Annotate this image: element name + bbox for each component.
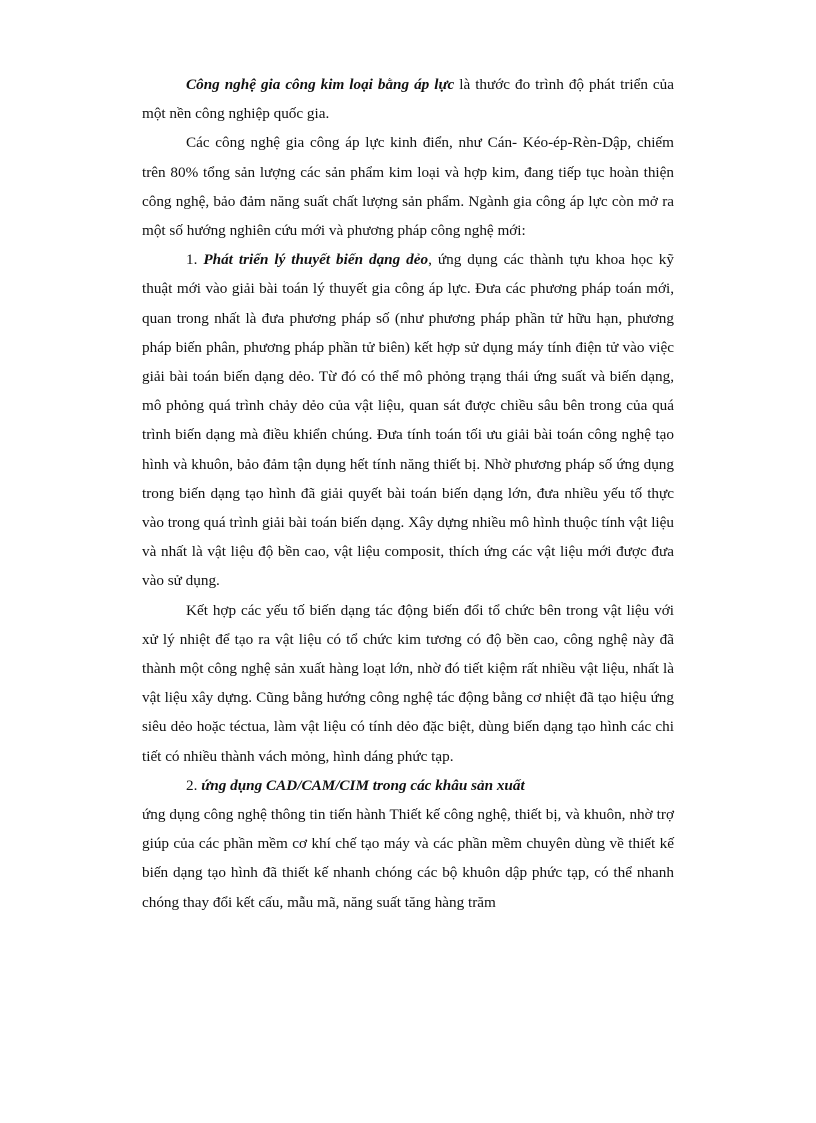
intro-lead-phrase: Công nghệ gia công kim loại bằng áp lực — [186, 76, 455, 93]
item-1-text: , ứng dụng các thành tựu khoa học kỹ thuật mới vào giải bài toán lý thuyết gia công áp lực. Đưa các phương pháp toán mới, quan trong nhất là đưa phương pháp số (như phương pháp phần tử hữu hạn, phương pháp biến phân, phương pháp phần tử biên) kết hợp sử dụng máy tính điện tử vào việc giải bài toán biến dạng dẻo. Từ đó có thể mô phỏng trạng thái ứng suất và biến dạng, mô phỏng quá trình chảy dẻo của vật liệu, quan sát được chiều sâu bên trong của quá trình biến dạng mà điều khiển chúng. Đưa tính toán tối ưu giải bài toán công nghệ tạo hình và khuôn, bảo đảm tận dụng hết tính năng thiết bị. Nhờ phương pháp số ứng dụng trong biến dạng tạo hình đã giải quyết bài toán biến dạng lớn, đưa nhiều yếu tố thực vào trong quá trình giải bài toán biến dạng. Xây dựng nhiều mô hình thuộc tính vật liệu và nhất là vật liệu độ bền cao, vật liệu composit, thích ứng các vật liệu mới được đưa vào sử dụng. — [142, 251, 674, 590]
classic-methods-text: Các công nghệ gia công áp lực kinh điển, như Cán- Kéo-ép-Rèn-Dập, chiếm trên 80% tổng sản lượng các sản phẩm kim loại và hợp kim, đang tiếp tục hoàn thiện công nghệ, bảo đảm năng suất chất lượng sản phẩm. Ngành gia công áp lực còn mở ra một số hướng nghiên cứu mới và phương pháp công nghệ mới: — [142, 134, 674, 240]
document-page — [142, 70, 674, 917]
paragraph-thermomechanical — [142, 596, 674, 771]
paragraph-intro — [142, 70, 674, 128]
item-1-lead-phrase: Phát triển lý thuyết biến dạng dẻo — [203, 251, 429, 269]
intro-text: là thước đo trình độ phát triển của một nền công nghiệp quốc gia. — [142, 76, 674, 123]
item-1-number: 1. — [186, 251, 204, 269]
item-2-number: 2. — [186, 776, 202, 794]
thermomechanical-text: Kết hợp các yếu tố biến dạng tác động biến đổi tổ chức bên trong vật liệu với xử lý nhiệt để tạo ra vật liệu có tổ chức kim tương có độ bền cao, công nghệ này đã thành một công nghệ sản xuất hàng loạt lớn, nhờ đó tiết kiệm rất nhiều vật liệu, nhất là vật liệu xây dựng. Cũng bằng hướng công nghệ tác động bằng cơ nhiệt đã tạo hiệu ứng siêu dẻo hoặc téctua, làm vật liệu có tính dẻo đặc biệt, dùng biến dạng tạo hình các chi tiết có nhiều thành vách mỏng, hình dáng phức tạp. — [142, 601, 674, 765]
heading-item-2 — [142, 771, 674, 800]
item-2-lead-phrase: ứng dụng CAD/CAM/CIM trong các khâu sản xuất — [201, 776, 525, 794]
cad-cam-text: ứng dụng công nghệ thông tin tiến hành Thiết kế công nghệ, thiết bị, và khuôn, nhờ trợ giúp của các phần mềm cơ khí chế tạo máy và các phần mềm chuyên dùng về thiết kế biến dạng tạo hình đã thiết kế nhanh chóng các bộ khuôn dập phức tạp, có thể nhanh chóng thay đổi kết cấu, mẫu mã, năng suất tăng hàng trăm — [142, 806, 674, 911]
paragraph-classic-methods — [142, 128, 674, 245]
paragraph-cad-cam — [142, 800, 674, 917]
paragraph-item-1 — [142, 245, 674, 595]
